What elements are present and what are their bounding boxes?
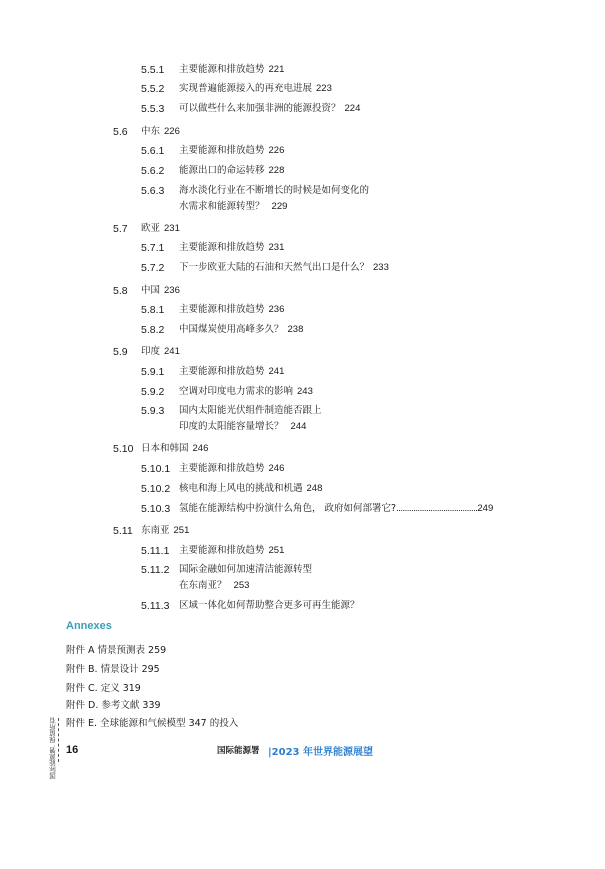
toc-page-number: 251 bbox=[173, 525, 190, 536]
toc-entry[interactable] bbox=[141, 81, 332, 97]
toc-number: 5.6.2 bbox=[141, 165, 165, 177]
toc-section[interactable] bbox=[113, 441, 208, 457]
toc-title: 印度 bbox=[141, 346, 161, 357]
toc-page-number: 226 bbox=[164, 126, 180, 137]
toc-title: 印度的太阳能容量增长？ bbox=[179, 421, 284, 432]
toc-page-number: 236 bbox=[164, 285, 180, 296]
toc-number: 5.7.2 bbox=[141, 262, 165, 274]
toc-number: 5.10 bbox=[113, 443, 134, 455]
toc-title: 主要能源和排放趋势 bbox=[179, 304, 265, 315]
toc-title: 在东南亚？ bbox=[179, 580, 227, 591]
toc-title: 日本和韩国 bbox=[141, 443, 189, 454]
toc-entry[interactable] bbox=[141, 260, 389, 276]
toc-title-continuation bbox=[179, 199, 287, 215]
toc-number: 5.10.1 bbox=[141, 463, 171, 475]
toc-title: 氢能在能源结构中扮演什么角色， 政府如何部署它? bbox=[179, 503, 397, 514]
toc-title: 区域一体化如何帮助整合更多可再生能源？ bbox=[179, 600, 360, 611]
annex-item[interactable]: 附件 A 情景预测表 259 bbox=[66, 645, 167, 656]
toc-entry[interactable] bbox=[141, 481, 322, 497]
toc-page-number: 224 bbox=[344, 103, 361, 114]
toc-page-number: 241 bbox=[268, 366, 285, 377]
toc-page-number: 238 bbox=[287, 324, 304, 335]
annex-item[interactable]: 附件 E. 全球能源和气候模型 347 的投入 bbox=[66, 718, 239, 729]
toc-entry[interactable] bbox=[141, 364, 284, 380]
toc-section[interactable] bbox=[113, 221, 180, 237]
toc-section[interactable] bbox=[113, 523, 189, 539]
annex-item[interactable]: 附件 C. 定义 319 bbox=[66, 683, 141, 694]
toc-title: 主要能源和排放趋势 bbox=[179, 64, 265, 75]
toc-entry[interactable] bbox=[141, 143, 284, 159]
toc-title: 主要能源和排放趋势 bbox=[179, 242, 265, 253]
toc-title: 中东 bbox=[141, 126, 161, 137]
toc-page-number: 249 bbox=[477, 503, 494, 514]
toc-page-number: 236 bbox=[268, 304, 285, 315]
toc-entry[interactable] bbox=[141, 403, 322, 419]
toc-title: 主要能源和排放趋势 bbox=[179, 463, 265, 474]
toc-title: 国内太阳能光伏组件制造能否跟上 bbox=[179, 405, 322, 416]
toc-page-number: 246 bbox=[268, 463, 285, 474]
toc-number: 5.8.1 bbox=[141, 304, 165, 316]
toc-page-number: 244 bbox=[290, 421, 307, 432]
page-number: 16 bbox=[66, 744, 79, 756]
toc-number: 5.8.2 bbox=[141, 324, 165, 336]
toc-title: 国际金融如何加速清洁能源转型 bbox=[179, 564, 313, 575]
toc-page-number: 248 bbox=[306, 483, 323, 494]
toc-number: 5.6.3 bbox=[141, 185, 165, 197]
toc-title: 欧亚 bbox=[141, 223, 161, 234]
annex-item[interactable]: 附件 B. 情景设计 295 bbox=[66, 664, 160, 675]
toc-entry[interactable] bbox=[141, 240, 284, 256]
toc-page-number: 231 bbox=[268, 242, 285, 253]
toc-title: 主要能源和排放趋势 bbox=[179, 545, 265, 556]
toc-number: 5.5.3 bbox=[141, 103, 165, 115]
toc-title: 水需求和能源转型？ bbox=[179, 201, 265, 212]
footer-report-title: |2023 年世界能源展望 bbox=[268, 747, 373, 758]
toc-number: 5.5.1 bbox=[141, 64, 165, 76]
footer-brand: 国际能源署 bbox=[217, 746, 260, 756]
toc-page-number: 228 bbox=[268, 165, 285, 176]
annex-item[interactable]: 附件 D. 参考文献 339 bbox=[66, 700, 161, 711]
toc-entry[interactable] bbox=[141, 62, 284, 78]
copyright-vertical-text: 国际能源署. 保留所有 bbox=[49, 717, 57, 780]
toc-entry[interactable] bbox=[141, 384, 313, 400]
toc-number: 5.11.2 bbox=[141, 564, 170, 576]
annexes-heading: Annexes bbox=[66, 620, 112, 632]
toc-number: 5.11.1 bbox=[141, 545, 170, 557]
toc-number: 5.9.3 bbox=[141, 405, 165, 417]
toc-entry[interactable] bbox=[141, 543, 284, 559]
toc-title: 下一步欧亚大陆的石油和天然气出口是什么？ bbox=[179, 262, 370, 273]
toc-entry[interactable] bbox=[141, 501, 493, 517]
toc-number: 5.7.1 bbox=[141, 242, 165, 254]
toc-section[interactable] bbox=[113, 344, 180, 360]
toc-title: 主要能源和排放趋势 bbox=[179, 366, 265, 377]
toc-title: 主要能源和排放趋势 bbox=[179, 145, 265, 156]
toc-section[interactable] bbox=[113, 124, 180, 140]
toc-page-number: 253 bbox=[233, 580, 250, 591]
toc-entry[interactable] bbox=[141, 322, 303, 338]
toc-leader-dots: ...................................... bbox=[396, 503, 478, 514]
toc-entry[interactable] bbox=[141, 302, 284, 318]
footer-divider bbox=[58, 718, 62, 762]
toc-entry[interactable] bbox=[141, 183, 369, 199]
toc-page-number: 243 bbox=[297, 386, 313, 397]
toc-entry[interactable] bbox=[141, 101, 360, 117]
toc-page-number: 226 bbox=[268, 145, 285, 156]
toc-page-number: 246 bbox=[192, 443, 209, 454]
toc-page-number: 221 bbox=[268, 64, 285, 75]
toc-title: 空调对印度电力需求的影响 bbox=[179, 386, 294, 397]
toc-title: 可以做些什么来加强非洲的能源投资？ bbox=[179, 103, 341, 114]
toc-title: 实现普遍能源接入的再充电进展 bbox=[179, 83, 313, 94]
toc-page-number: 231 bbox=[164, 223, 180, 234]
toc-entry[interactable] bbox=[141, 461, 284, 477]
toc-page-number: 241 bbox=[164, 346, 180, 357]
toc-number: 5.10.2 bbox=[141, 483, 171, 495]
toc-entry[interactable] bbox=[141, 163, 284, 179]
toc-number: 5.11.3 bbox=[141, 600, 170, 612]
toc-number: 5.11 bbox=[113, 525, 133, 537]
toc-number: 5.9.1 bbox=[141, 366, 165, 378]
toc-title: 核电和海上风电的挑战和机遇 bbox=[179, 483, 303, 494]
toc-page-number: 223 bbox=[316, 83, 332, 94]
toc-title: 中国 bbox=[141, 285, 161, 296]
toc-number: 5.6 bbox=[113, 126, 128, 138]
toc-title: 能源出口的命运转移 bbox=[179, 165, 265, 176]
toc-number: 5.9.2 bbox=[141, 386, 165, 398]
toc-page-number: 233 bbox=[373, 262, 389, 273]
toc-number: 5.10.3 bbox=[141, 503, 171, 515]
toc-entry[interactable] bbox=[141, 598, 360, 614]
toc-number: 5.6.1 bbox=[141, 145, 165, 157]
toc-title-continuation bbox=[179, 578, 249, 594]
toc-number: 5.8 bbox=[113, 285, 128, 297]
toc-number: 5.7 bbox=[113, 223, 128, 235]
toc-title: 东南亚 bbox=[141, 525, 170, 536]
toc-title: 海水淡化行业在不断增长的时候是如何变化的 bbox=[179, 185, 370, 196]
toc-section[interactable] bbox=[113, 283, 180, 299]
toc-number: 5.9 bbox=[113, 346, 128, 358]
toc-entry[interactable] bbox=[141, 562, 312, 578]
toc-title: 中国煤炭使用高峰多久？ bbox=[179, 324, 284, 335]
toc-title-continuation bbox=[179, 419, 306, 435]
toc-page-number: 251 bbox=[268, 545, 285, 556]
toc-number: 5.5.2 bbox=[141, 83, 165, 95]
toc-page-number: 229 bbox=[271, 201, 288, 212]
